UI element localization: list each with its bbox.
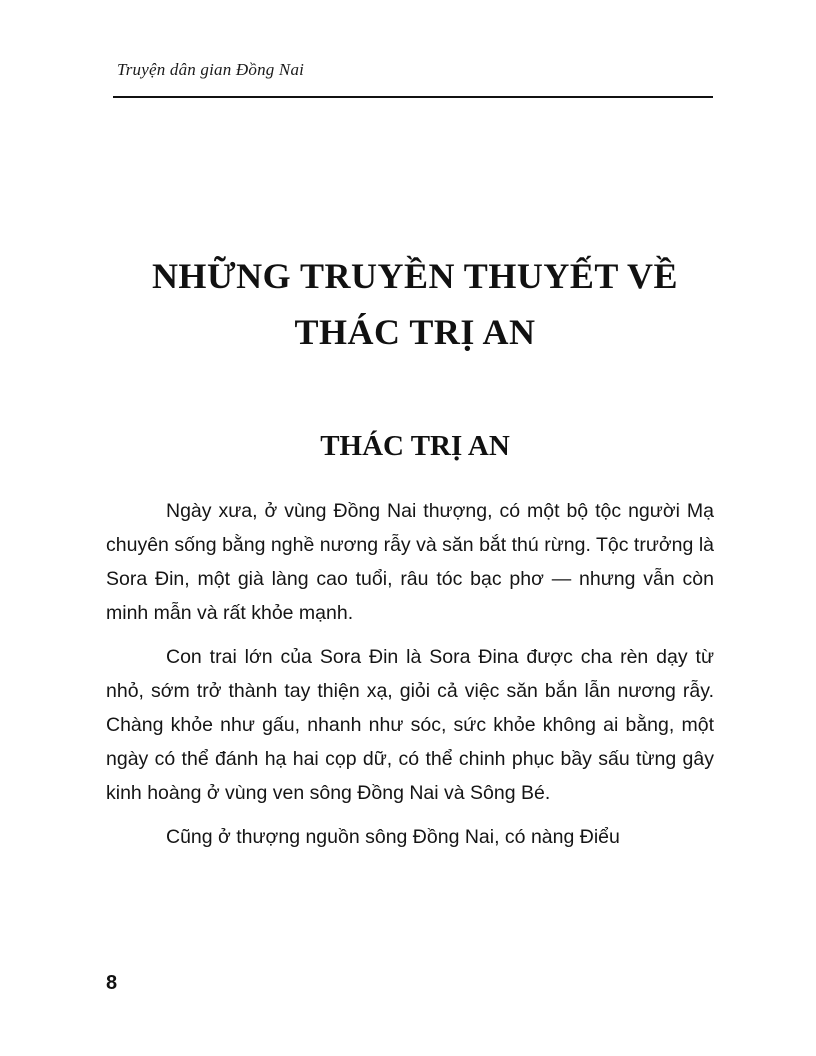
page-number: 8 (106, 972, 118, 994)
chapter-title (100, 248, 730, 360)
chapter-title-line-2: THÁC TRỊ AN (294, 312, 536, 352)
body-text (106, 494, 714, 864)
paragraph-1: Ngày xưa, ở vùng Đồng Nai thượng, có một bộ tộc người Mạ chuyên sống bằng nghề nương rẫy và săn bắt thú rừng. Tộc trưởng là Sora Đin, một già làng cao tuổi, râu tóc bạc phơ — nhưng vẫn còn minh mẫn và rất khỏe mạnh. (106, 500, 714, 624)
chapter-title-line-1: NHỮNG TRUYỀN THUYẾT VỀ (151, 256, 679, 296)
paragraph-2: Con trai lớn của Sora Đin là Sora Đina được cha rèn dạy từ nhỏ, sớm trở thành tay thiện xạ, giỏi cả việc săn bắn lẫn nương rẫy. Chàng khỏe như gấu, nhanh như sóc, sức khỏe không ai bằng, một ngày có thể đánh hạ hai cọp dữ, có thể chinh phục bầy sấu từng gây kinh hoàng ở vùng ven sông Đồng Nai và Sông Bé. (106, 646, 714, 804)
running-header: Truyện dân gian Đồng Nai (117, 60, 305, 79)
section-title: THÁC TRỊ AN (320, 430, 510, 462)
paragraph-3: Cũng ở thượng nguồn sông Đồng Nai, có nàng Điểu (166, 826, 620, 848)
header-rule (113, 96, 713, 98)
